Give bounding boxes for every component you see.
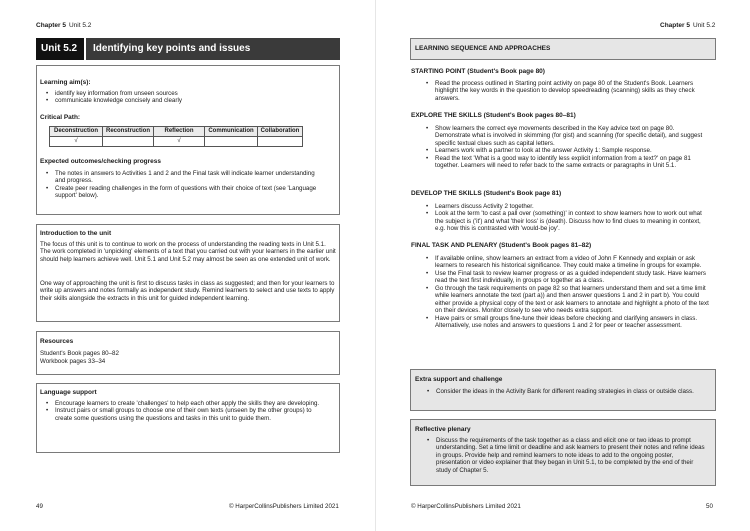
list-item: • Look at the term 'to cast a pall over (something)' in context to show learners how to work out what the subject is ('it') and what 'their loss' is (death). Discuss how to find clues to meaning in context, e.g. how this is contrasted with 'would-be joy'. [424, 210, 710, 232]
intro-heading: Introduction to the unit [40, 230, 112, 237]
table-header-cell: Collaboration [258, 127, 303, 137]
list-item: • Consider the ideas in the Activity Bank for different reading strategies in class or outside class. [425, 388, 707, 395]
list-item: • If available online, show learners an extract from a video of John F Kennedy and explain or ask learners to research his historical significance. They could make a timeline in groups for example. [424, 255, 710, 270]
language-support-box [36, 383, 340, 453]
running-head [660, 22, 715, 30]
table-cell [258, 137, 303, 147]
list-item: • Read the process outlined in Starting point activity on page 80 of the Student's Book. Learners highlight the key words in the question to develop speedreading (scanning) skills as they check answers. [424, 80, 710, 102]
page-number: 50 [706, 503, 713, 510]
running-head-unit: Unit 5.2 [68, 22, 92, 29]
list-item: • Learners work with a partner to look at the answer Activity 1: Sample response. [424, 147, 710, 154]
table-header-cell: Reflection [154, 127, 205, 137]
reflective-plenary-box [410, 419, 716, 486]
learning-aims-heading: Learning aim(s): [40, 79, 91, 86]
critical-path-table [49, 126, 303, 147]
extra-support-box [410, 369, 716, 411]
sequence-heading: LEARNING SEQUENCE AND APPROACHES [415, 45, 551, 52]
list-item: • communicate knowledge concisely and clearly [44, 97, 334, 104]
table-cell [103, 137, 154, 147]
sequence-header-box [410, 38, 716, 60]
develop-list [424, 203, 710, 233]
table-cell: √ [50, 137, 103, 147]
copyright: © HarperCollinsPublishers Limited 2021 [229, 503, 339, 510]
learning-aims-list [44, 90, 334, 105]
resources-line-2: Workbook pages 33–34 [40, 358, 106, 365]
explore-list [424, 125, 710, 170]
reflective-plenary-heading: Reflective plenary [415, 426, 471, 433]
intro-paragraph-2: One way of approaching the unit is first to discuss tasks in class as suggested; and then for your learners to write up answers and notes formally as independent study. Remind learners to select and use texts to apply their skills alongside the extracts in this unit for guided independent learning. [40, 280, 335, 302]
table-header-cell: Communication [205, 127, 258, 137]
resources-line-1: Student's Book pages 80–82 [40, 350, 119, 357]
list-item: • The notes in answers to Activities 1 and 2 and the Final task will indicate learner understanding and progress. [44, 170, 326, 185]
resources-heading: Resources [40, 338, 74, 345]
table-cell [205, 137, 258, 147]
list-item: • Read the text 'What is a good way to identify less explicit information from a text?' on page 81 together. Learners will need to refer back to the same extracts or paragraphs in Unit 5.1. [424, 155, 710, 170]
critical-path-heading: Critical Path: [40, 114, 81, 121]
extra-support-list [425, 388, 707, 395]
list-item: • Show learners the correct eye movements described in the Key advice text on page 80. Demonstrate what is involved in skimming (for gist) and scanning (for specific detail), and suggest specific textual clues such as capital letters. [424, 125, 710, 147]
copyright: © HarperCollinsPublishers Limited 2021 [411, 503, 521, 510]
running-head-chapter: Chapter 5 [660, 22, 690, 29]
table-cell: √ [154, 137, 205, 147]
table-header-cell: Reconstruction [103, 127, 154, 137]
list-item: • identify key information from unseen sources [44, 90, 334, 97]
intro-box [36, 224, 340, 322]
reflective-plenary-list [425, 437, 709, 474]
list-item: • Have pairs or small groups fine-tune their ideas before checking and clarifying answers in class. Alternatively, use notes and answers to questions 1 and 2 for peer or teacher assessment. [424, 315, 710, 330]
unit-title-bar [36, 38, 340, 60]
table-row [50, 137, 303, 147]
explore-heading: EXPLORE THE SKILLS (Student's Book pages 80–81) [411, 112, 576, 119]
aims-box [36, 65, 340, 215]
running-head-unit: Unit 5.2 [692, 22, 716, 29]
outcomes-list [44, 170, 326, 200]
list-item: • Discuss the requirements of the task together as a class and elicit one or two ideas to prompt understanding. Set a time limit or deadline and ask learners to present their notes and refine ideas in groups. Provide help and remind learners to note ideas to add to the ongoing poster, presentation or video explainer that they began in Unit 5.1, to be completed by the end of their study of Chapter 5. [425, 437, 709, 474]
table-header-row [50, 127, 303, 137]
list-item: • Learners discuss Activity 2 together. [424, 203, 710, 210]
language-support-heading: Language support [40, 389, 97, 396]
unit-title: Identifying key points and issues [93, 43, 251, 54]
right-page [375, 0, 750, 531]
intro-paragraph-1: The focus of this unit is to continue to work on the process of understanding the reading texts in Unit 5.1. The work completed in 'unpicking' elements of a text that you carried out with your learners in the earlier unit should help learners achieve well. Unit 5.1 and Unit 5.2 may almost be seen as one extended unit of work. [40, 241, 336, 263]
starting-point-heading: STARTING POINT (Student's Book page 80) [411, 68, 545, 75]
table-header-cell: Deconstruction [50, 127, 103, 137]
extra-support-heading: Extra support and challenge [415, 376, 503, 383]
outcomes-heading: Expected outcomes/checking progress [40, 158, 162, 165]
starting-point-list [424, 80, 710, 102]
final-task-heading: FINAL TASK AND PLENARY (Student's Book pages 81–82) [411, 242, 592, 249]
list-item: • Create peer reading challenges in the form of questions with their choice of text (see 'Language support' below). [44, 185, 326, 200]
running-head [36, 22, 91, 30]
page-number: 49 [36, 503, 43, 510]
list-item: • Go through the task requirements on page 82 so that learners understand them and set a time limit while learners annotate the text (part a)) and then answer questions 1 and 2 in part b). You could either provide a physical copy of the text or ask learners to annotate and highlight a photo of the text on their devices. Monitor closely to see who needs extra support. [424, 285, 710, 315]
list-item: • Encourage learners to create 'challenges' to help each other apply the skills they are developing. [44, 400, 328, 407]
develop-heading: DEVELOP THE SKILLS (Student's Book page 81) [411, 190, 562, 197]
final-task-list [424, 255, 710, 329]
resources-box [36, 331, 340, 375]
list-item: • Instruct pairs or small groups to choose one of their own texts (unseen by the other groups) to create some questions using the questions and tasks in this unit to guide them. [44, 407, 328, 422]
list-item: • Use the Final task to review learner progress or as a guided independent study task. Have learners read the text first individually, in groups or together as a class. [424, 270, 710, 285]
language-support-list [44, 400, 328, 422]
running-head-chapter: Chapter 5 [36, 22, 66, 29]
unit-number: Unit 5.2 [36, 38, 86, 60]
